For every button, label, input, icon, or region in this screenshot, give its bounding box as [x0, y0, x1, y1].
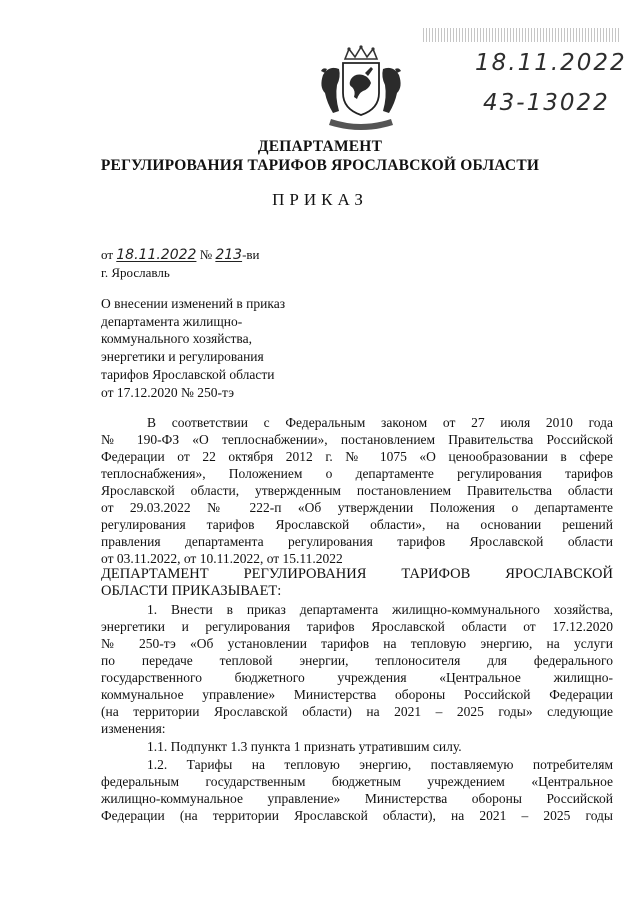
stamp-number: 43-13022 [483, 90, 610, 116]
coat-of-arms-icon [315, 45, 407, 133]
subject-line: тарифов Ярославской области [101, 366, 275, 382]
document-type-title: ПРИКАЗ [272, 190, 368, 209]
order-date-line [101, 247, 260, 263]
body-line: Федерации (на территории Ярославской области), на 2021 – 2025 годы [101, 808, 613, 823]
body-line: ДЕПАРТАМЕНТ РЕГУЛИРОВАНИЯ ТАРИФОВ ЯРОСЛАВСКОЙ [101, 566, 613, 582]
body-line: В соответствии с Федеральным законом от 27 июля 2010 года [147, 415, 613, 430]
body-line: (на территории Ярославской области) на 2021 – 2025 годы» следующие [101, 704, 613, 719]
body-line: 1.1. Подпункт 1.3 пункта 1 признать утратившим силу. [147, 739, 462, 754]
subject-line: от 17.12.2020 № 250-тэ [101, 384, 235, 400]
body-line: жилищно-коммунальное управление» Министерства обороны Российской [101, 791, 613, 806]
body-line: регулирования тарифов Ярославской области», на основании решений [101, 517, 613, 532]
department-name-line2: РЕГУЛИРОВАНИЯ ТАРИФОВ ЯРОСЛАВСКОЙ ОБЛАСТИ [100, 157, 540, 174]
subject-line: энергетики и регулирования [101, 349, 264, 365]
subject-line: О внесении изменений в приказ [101, 296, 286, 311]
body-line: от 29.03.2022 № 222-п «Об утверждении Положения о департаменте [101, 500, 613, 515]
number-label: № [199, 247, 213, 262]
order-subject [101, 295, 351, 401]
body-line: от 03.11.2022, от 10.11.2022, от 15.11.2022 [101, 551, 343, 566]
body-line: 1.2. Тарифы на тепловую энергию, поставляемую потребителям [147, 757, 613, 772]
from-label: от [101, 247, 114, 262]
body-line: Ярославской области, утвержденным постановлением Правительства области [101, 483, 613, 498]
city: г. Ярославль [101, 265, 170, 280]
body-line: Федерации от 22 октября 2012 г. № 1075 «О ценообразовании в сфере [101, 449, 613, 464]
order-date: 18.11.2022 [116, 247, 197, 263]
body-line: изменения: [101, 721, 166, 736]
body-line: по передаче тепловой энергии, теплоносителя для федерального [101, 653, 613, 668]
body-line: федеральным государственным бюджетным учреждением «Центральное [101, 774, 613, 789]
body-line: государственного бюджетного учреждения «Центральное жилищно- [101, 670, 613, 685]
subject-line: коммунального хозяйства, [101, 331, 252, 347]
stamp-date: 18.11.2022 [475, 50, 627, 76]
stamp-header-noise [423, 28, 619, 42]
body-line: № 250-тэ «Об установлении тарифов на тепловую энергию, на услуги [101, 636, 613, 651]
order-number-suffix: -ви [242, 247, 260, 262]
subject-line: департамента жилищно- [101, 313, 243, 329]
order-number: 213 [215, 247, 243, 263]
body-line: правления департамента регулирования тарифов Ярославской области [101, 534, 613, 549]
body-line: энергетики и регулирования тарифов Ярославской области от 17.12.2020 [101, 619, 613, 634]
body-line: коммунальное управление» Министерства обороны Российской Федерации [101, 687, 613, 702]
body-line: теплоснабжения», Положением о департаменте регулирования тарифов [101, 466, 613, 481]
body-line: 1. Внести в приказ департамента жилищно-коммунального хозяйства, [147, 602, 613, 617]
registration-stamp [405, 22, 627, 120]
department-name-line1: ДЕПАРТАМЕНТ [257, 138, 383, 155]
body-line: № 190-ФЗ «О теплоснабжении», постановлением Правительства Российской [101, 432, 613, 447]
body-line: ОБЛАСТИ ПРИКАЗЫВАЕТ: [101, 583, 282, 599]
